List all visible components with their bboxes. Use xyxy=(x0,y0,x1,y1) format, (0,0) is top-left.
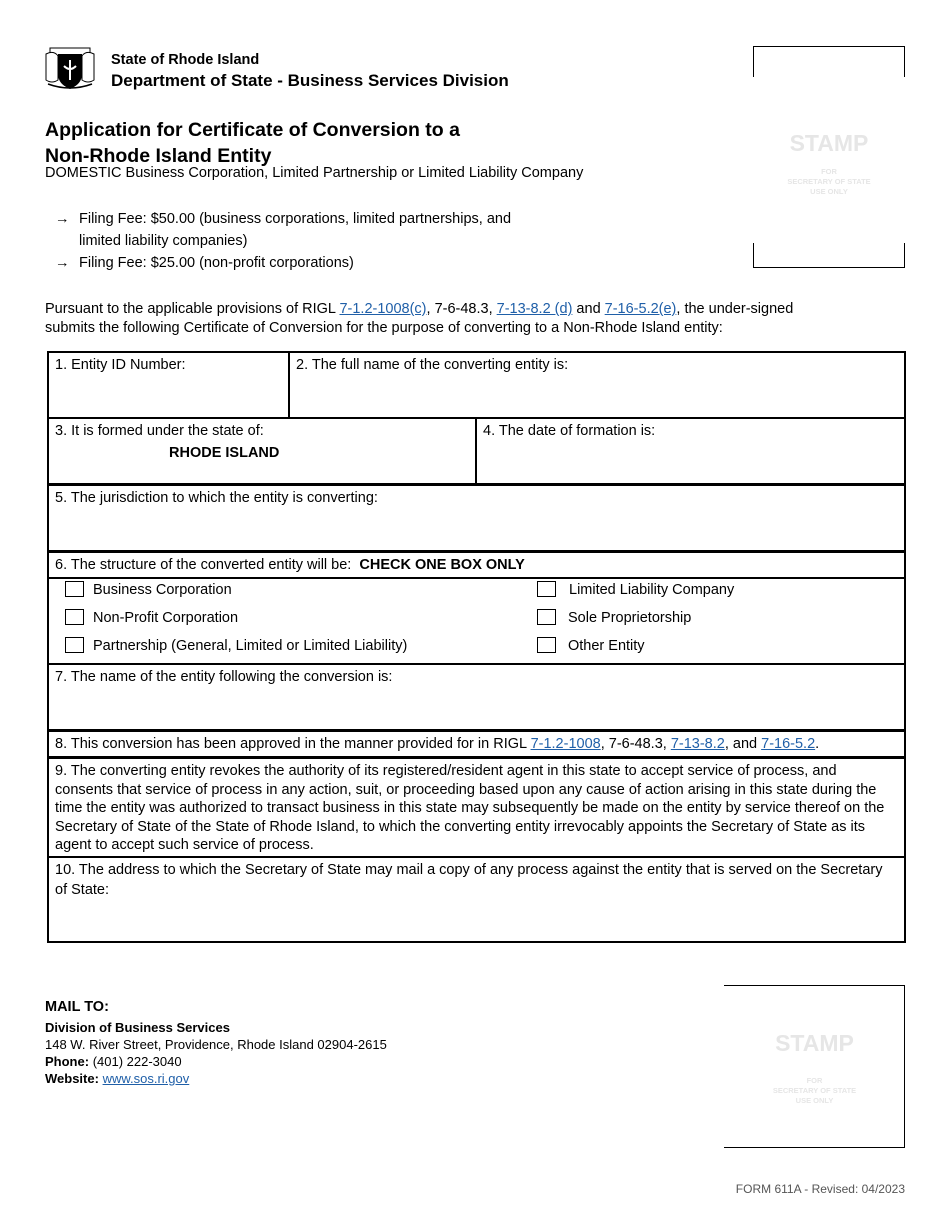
rigl-link-7-1-2-1008c[interactable]: 7-1.2-1008(c) xyxy=(339,301,427,317)
jurisdiction-field[interactable] xyxy=(47,484,906,552)
process-address-field[interactable] xyxy=(47,856,906,943)
option-label: Sole Proprietorship xyxy=(568,610,692,626)
formation-state-value: RHODE ISLAND xyxy=(169,445,280,461)
entity-id-label: 1. Entity ID Number: xyxy=(55,357,186,373)
checkbox-partnership[interactable] xyxy=(65,637,84,653)
mail-street: 148 W. River Street, Providence, Rhode Island 02904-2615 xyxy=(45,1037,387,1052)
stamp-note-2: SECRETARY OF STATE xyxy=(787,177,871,186)
option-label: Business Corporation xyxy=(93,582,232,598)
phone-value: (401) 222-3040 xyxy=(92,1054,182,1069)
approval-text: , and xyxy=(724,736,762,752)
option-label: Other Entity xyxy=(568,638,645,654)
formation-state-field[interactable] xyxy=(47,417,477,485)
stamp-box-top xyxy=(753,46,905,268)
stamp-note-3: USE ONLY xyxy=(795,1096,834,1105)
check-one-note: CHECK ONE BOX ONLY xyxy=(359,557,525,573)
stamp-label: STAMP xyxy=(789,130,869,156)
fee2-text: Filing Fee: $25.00 (non-profit corporations) xyxy=(79,255,354,271)
formation-date-field[interactable] xyxy=(475,417,906,485)
option-label: Partnership (General, Limited or Limited Liability) xyxy=(93,638,408,654)
stamp-label: STAMP xyxy=(775,1030,854,1056)
filing-fee-1 xyxy=(55,208,511,252)
approval-text: , 7-6-48.3, xyxy=(600,736,671,752)
website-label: Website: xyxy=(45,1071,99,1086)
mail-org: Division of Business Services xyxy=(45,1020,230,1035)
formation-date-label: 4. The date of formation is: xyxy=(483,423,656,439)
structure-heading xyxy=(47,551,906,579)
revocation-statement xyxy=(47,757,906,858)
formation-state-label: 3. It is formed under the state of: xyxy=(55,423,264,439)
approval-text: . xyxy=(815,736,820,752)
phone-label: Phone: xyxy=(45,1054,90,1069)
converting-entity-name-label: 2. The full name of the converting entity is: xyxy=(296,357,569,373)
form-subtitle: DOMESTIC Business Corporation, Limited Partnership or Limited Liability Company xyxy=(45,165,584,181)
rigl-link-7-16-5-2e[interactable]: 7-16-5.2(e) xyxy=(604,301,677,317)
option-label: Non-Profit Corporation xyxy=(93,610,239,626)
rigl-link-7-16-5-2[interactable]: 7-16-5.2 xyxy=(761,736,816,752)
form-title-line2: Non-Rhode Island Entity xyxy=(45,145,272,167)
approval-text: 8. This conversion has been approved in the manner provided for in RIGL xyxy=(55,736,531,752)
intro-text: and xyxy=(572,301,605,317)
mail-phone xyxy=(45,1053,387,1070)
state-seal-logo xyxy=(44,44,96,92)
arrow-right-icon: → xyxy=(55,211,70,227)
arrow-right-icon: → xyxy=(55,255,70,271)
checkbox-sole-proprietorship[interactable] xyxy=(537,609,556,625)
intro-text: , the under-signed submits the following Certificate of Conversion for the purpose of converting to a Non-Rhode Island entity: xyxy=(45,301,794,336)
entity-id-field[interactable] xyxy=(47,351,290,419)
approval-statement xyxy=(47,730,906,758)
form-number: FORM 611A - Revised: 04/2023 xyxy=(735,1182,905,1196)
checkbox-business-corporation[interactable] xyxy=(65,581,84,597)
conversion-form xyxy=(47,351,906,943)
structure-label: 6. The structure of the converted entity will be: xyxy=(55,557,352,573)
revocation-text: 9. The converting entity revokes the authority of its registered/resident agent in this state to accept service of process, and consents that service of process in any action, suit, or proceeding based upon any cause of action arising in this state during the time the entity was authorized to transact business in this state may subsequently be made on the entity by service thereof on the Secretary of State of the State of Rhode Island, to which the converting entity irrevocably appoints the Secretary of State as its agent to accept such service of process. xyxy=(55,763,885,853)
website-link[interactable]: www.sos.ri.gov xyxy=(102,1071,190,1086)
checkbox-non-profit-corporation[interactable] xyxy=(65,609,84,625)
fee1-text: Filing Fee: $50.00 (business corporations, limited partnerships, and xyxy=(79,211,512,227)
form-title xyxy=(45,117,460,169)
mail-to-heading: MAIL TO: xyxy=(45,999,109,1015)
rigl-link-7-1-2-1008[interactable]: 7-1.2-1008 xyxy=(530,736,601,752)
structure-options xyxy=(47,577,906,665)
intro-text: , 7-6-48.3, xyxy=(426,301,497,317)
stamp-note-2: SECRETARY OF STATE xyxy=(772,1086,857,1095)
stamp-note-3: USE ONLY xyxy=(810,187,848,196)
state-name: State of Rhode Island xyxy=(111,52,260,68)
fee1-text-cont: limited liability companies) xyxy=(79,233,248,249)
converting-entity-name-field[interactable] xyxy=(288,351,906,419)
rigl-link-7-13-8-2d[interactable]: 7-13-8.2 (d) xyxy=(496,301,573,317)
process-address-label: 10. The address to which the Secretary of State may mail a copy of any process against the entity that is served on the Secretary of State: xyxy=(55,862,883,898)
mail-website xyxy=(45,1070,387,1087)
filing-fee-2 xyxy=(55,252,354,274)
intro-text: Pursuant to the applicable provisions of RIGL xyxy=(45,301,340,317)
department-name: Department of State - Business Services Division xyxy=(111,71,509,90)
stamp-note-1: FOR xyxy=(821,167,837,176)
stamp-note-1: FOR xyxy=(806,1076,823,1085)
new-entity-name-label: 7. The name of the entity following the conversion is: xyxy=(55,669,393,685)
stamp-box-bottom xyxy=(724,985,905,1148)
form-title-line1: Application for Certificate of Conversion to a xyxy=(45,119,460,141)
option-label: Limited Liability Company xyxy=(569,582,735,598)
checkbox-limited-liability-company[interactable] xyxy=(537,581,556,597)
intro-paragraph xyxy=(45,300,845,338)
rigl-link-7-13-8-2[interactable]: 7-13-8.2 xyxy=(670,736,725,752)
jurisdiction-label: 5. The jurisdiction to which the entity is converting: xyxy=(55,490,378,506)
new-entity-name-field[interactable] xyxy=(47,663,906,731)
mailing-address xyxy=(45,1019,387,1087)
checkbox-other-entity[interactable] xyxy=(537,637,556,653)
